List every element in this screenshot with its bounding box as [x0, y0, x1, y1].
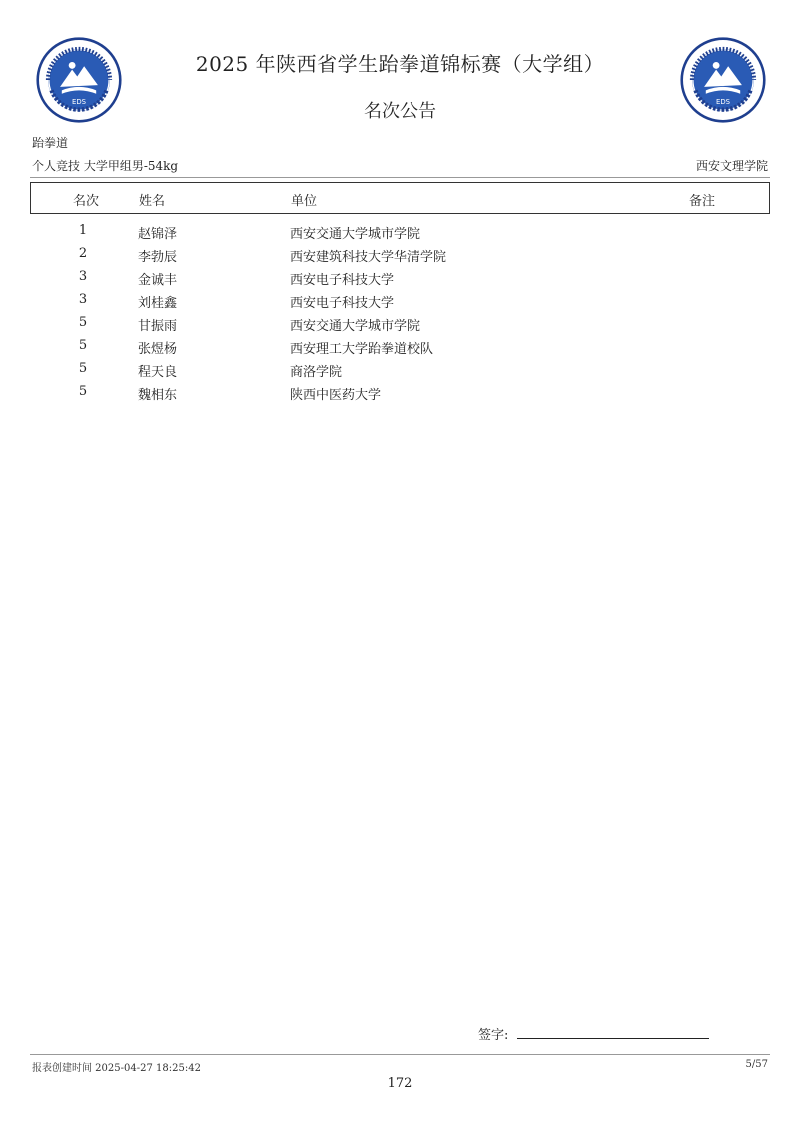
cell-name: 赵锦泽 [138, 227, 178, 242]
svg-text:EDS: EDS [71, 98, 87, 107]
sport-label: 跆拳道 [32, 136, 69, 150]
host-label: 西安文理学院 [695, 159, 768, 173]
signature-label: 签字: [478, 1028, 509, 1043]
footer-divider [30, 1054, 770, 1055]
cell-rank: 3 [78, 269, 88, 284]
signature-line [517, 1038, 709, 1039]
table-row [30, 266, 768, 289]
cell-unit: 西安交通大学城市学院 [290, 319, 421, 334]
page-number: 172 [387, 1076, 413, 1091]
table-row [30, 289, 768, 312]
cell-name: 金诚丰 [138, 273, 178, 288]
table-row [30, 243, 768, 266]
cell-rank: 5 [78, 338, 88, 353]
cell-unit: 西安电子科技大学 [290, 273, 395, 288]
header-divider [30, 177, 770, 178]
table-row [30, 381, 768, 404]
event-label: 个人竞技 大学甲组男-54kg [32, 159, 179, 173]
column-header-note: 备注 [689, 194, 716, 209]
table-row [30, 358, 768, 381]
table-row [30, 220, 768, 243]
cell-name: 魏相东 [138, 388, 178, 403]
cell-unit: 西安交通大学城市学院 [290, 227, 421, 242]
cell-rank: 1 [78, 223, 88, 238]
cell-name: 李勃辰 [138, 250, 178, 265]
svg-text:EDS: EDS [715, 98, 731, 107]
page-title: 2025 年陕西省学生跆拳道锦标赛（大学组） [195, 52, 605, 76]
cell-unit: 陕西中医药大学 [290, 388, 382, 403]
report-created-time: 报表创建时间 2025-04-27 18:25:42 [32, 1063, 201, 1074]
cell-unit: 西安理工大学跆拳道校队 [290, 342, 434, 357]
column-header-rank: 名次 [72, 194, 99, 209]
cell-name: 甘振雨 [138, 319, 178, 334]
cell-name: 程天良 [138, 365, 178, 380]
results-table-body [30, 220, 768, 404]
table-row [30, 312, 768, 335]
column-header-name: 姓名 [139, 194, 166, 209]
cell-unit: 西安电子科技大学 [290, 296, 395, 311]
column-header-unit: 单位 [291, 194, 318, 209]
cell-rank: 3 [78, 292, 88, 307]
event-line [32, 157, 768, 173]
page-of-count: 5/57 [745, 1059, 768, 1070]
cell-rank: 2 [78, 246, 88, 261]
cell-rank: 5 [78, 315, 88, 330]
table-header [30, 182, 770, 214]
cell-unit: 西安建筑科技大学华清学院 [290, 250, 447, 265]
table-row [30, 335, 768, 358]
cell-rank: 5 [78, 361, 88, 376]
page-subtitle: 名次公告 [364, 101, 436, 122]
cell-name: 刘桂鑫 [138, 296, 178, 311]
cell-rank: 5 [78, 384, 88, 399]
cell-unit: 商洛学院 [290, 365, 343, 380]
cell-name: 张煜杨 [138, 342, 178, 357]
